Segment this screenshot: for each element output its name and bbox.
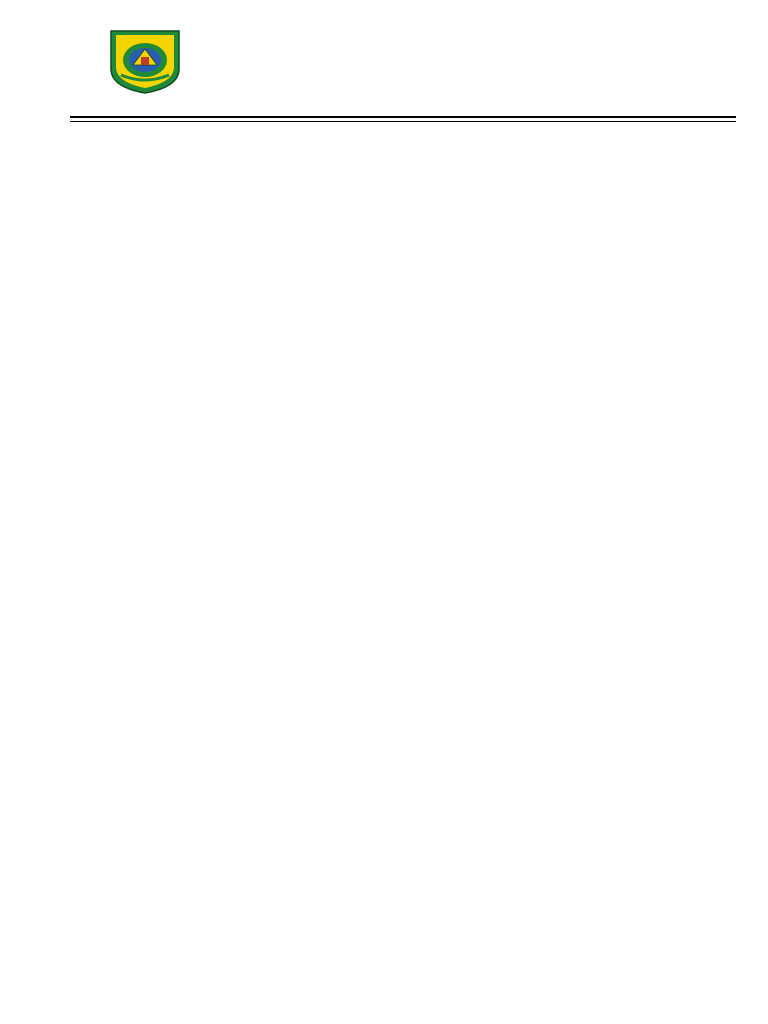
header-divider-thick bbox=[70, 116, 736, 118]
header-divider-thin bbox=[70, 121, 736, 122]
school-logo bbox=[107, 27, 183, 95]
bogor-emblem-icon bbox=[107, 27, 183, 95]
